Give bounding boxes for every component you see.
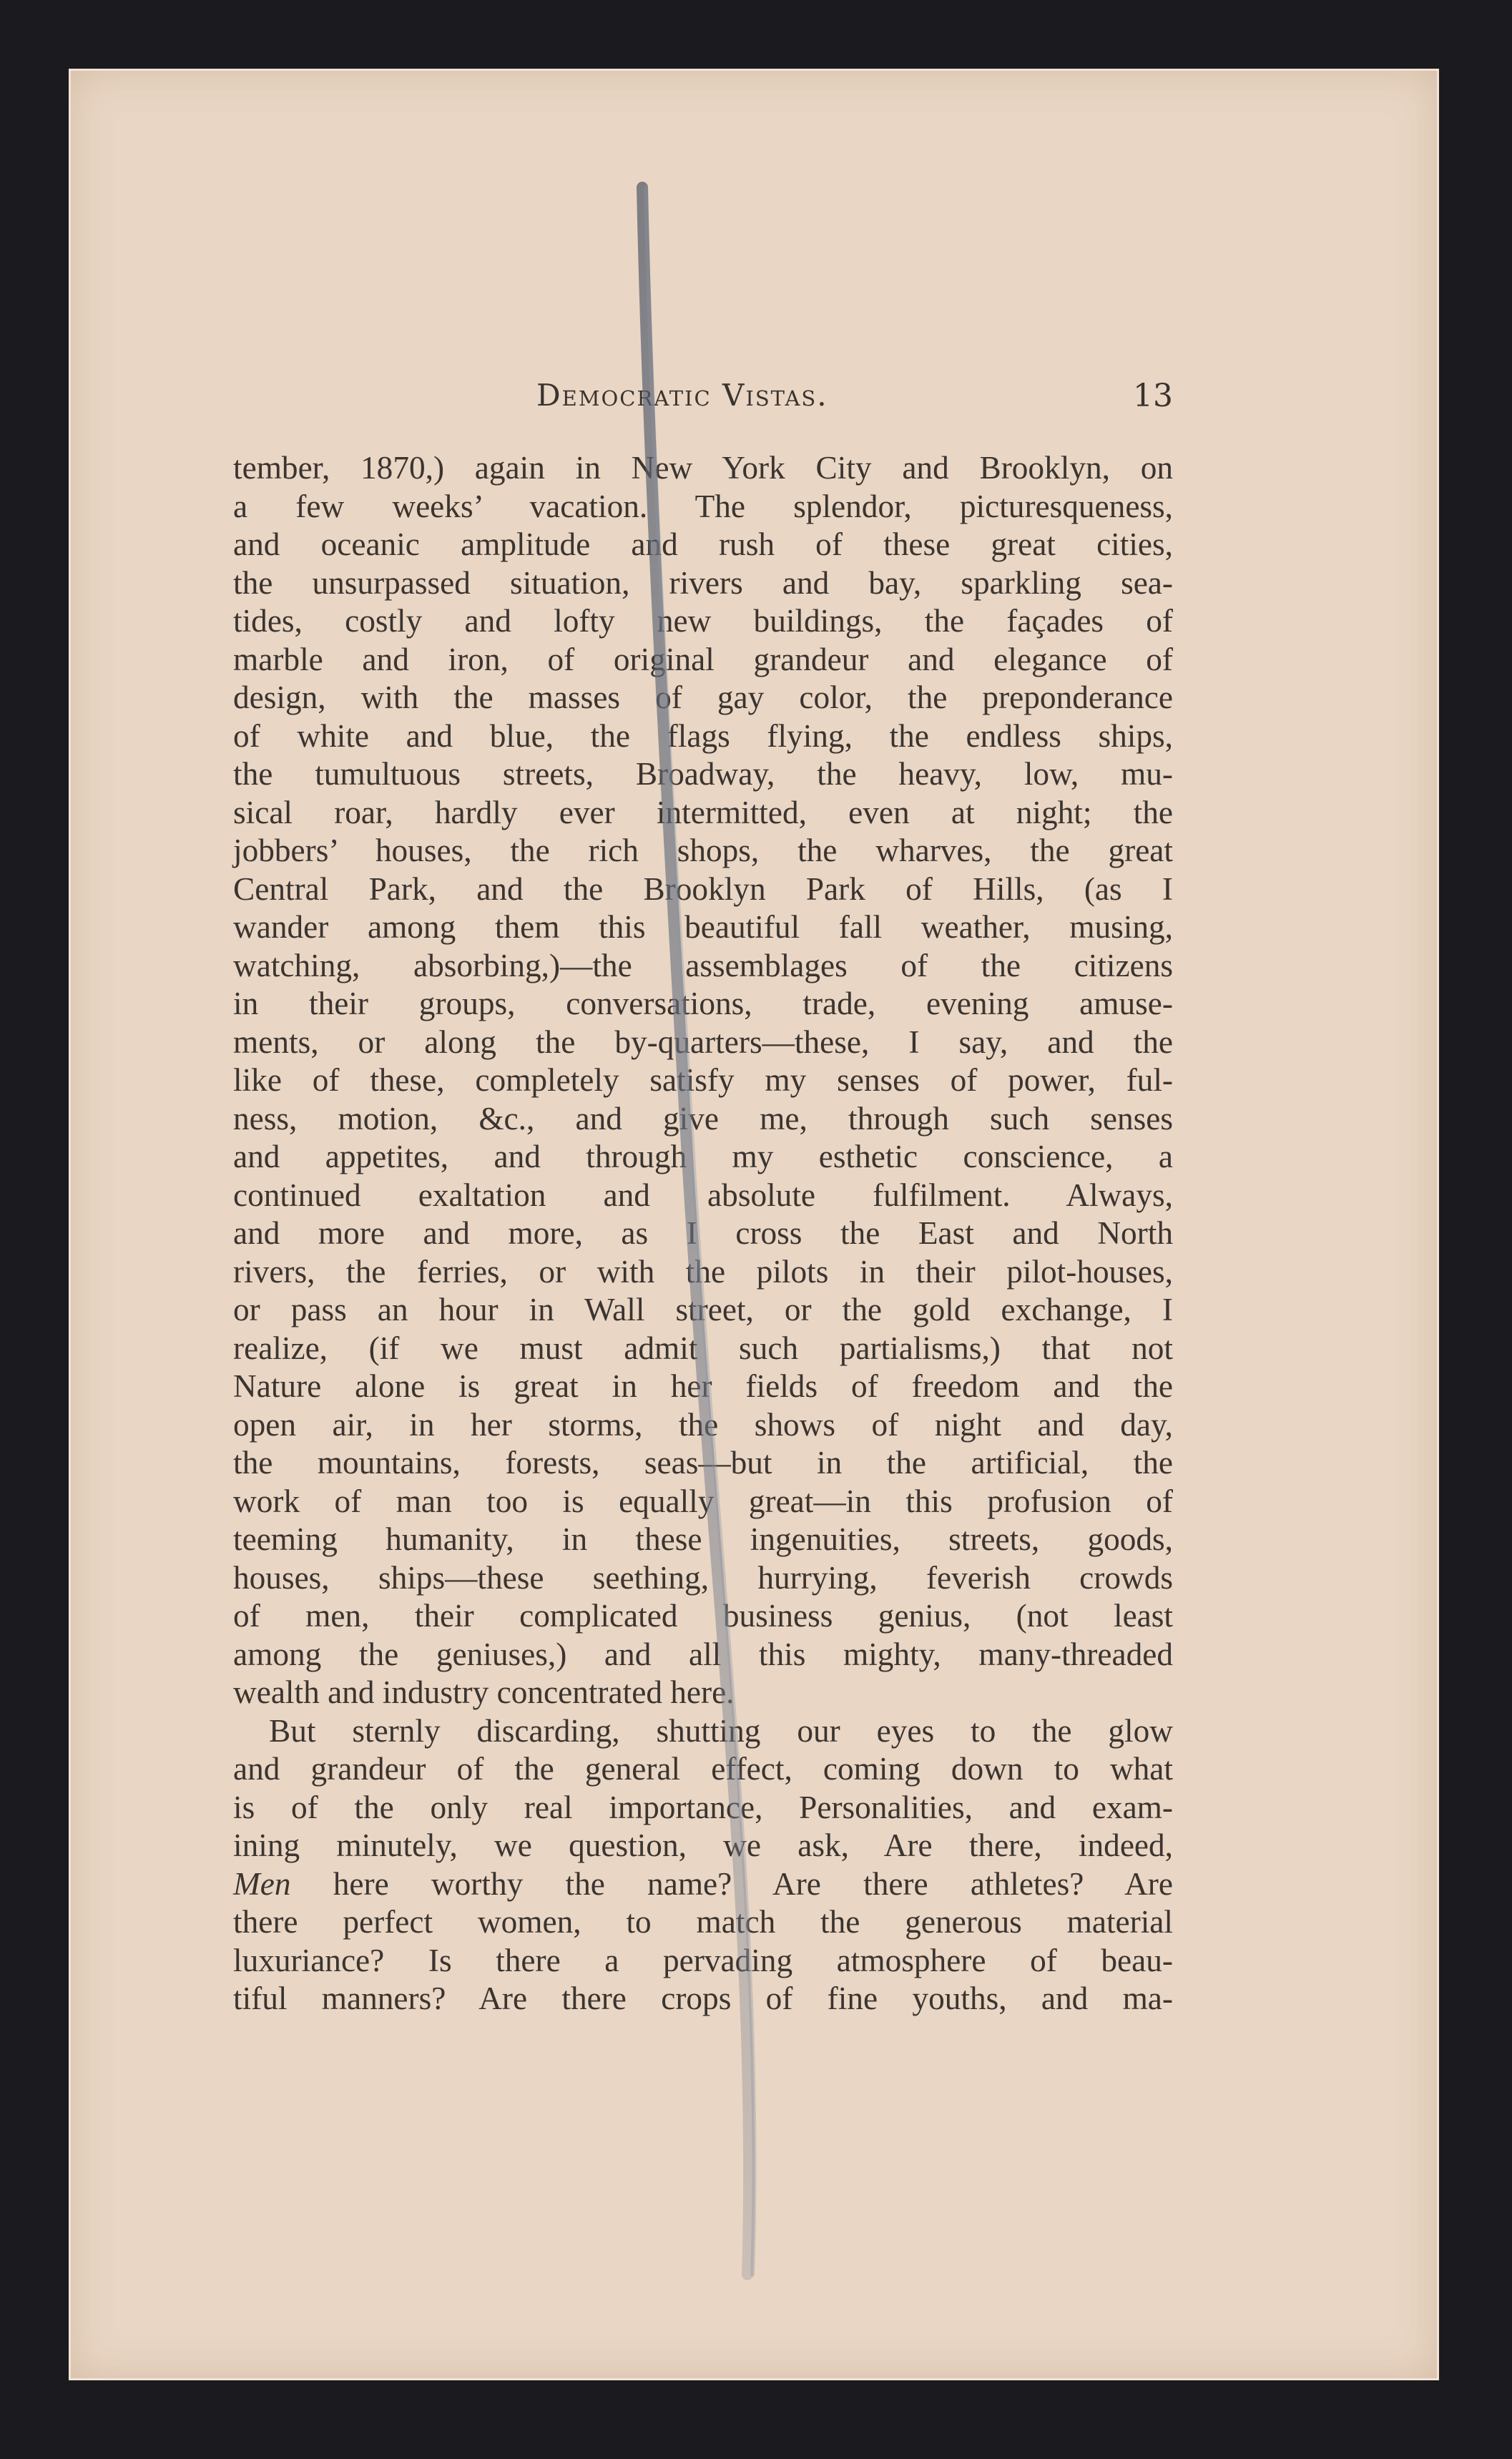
running-head	[236, 378, 1173, 428]
paragraph-1	[233, 449, 1173, 1712]
text-line: ness, motion, &c., and give me, through such senses	[233, 1100, 1173, 1137]
text-line: there perfect women, to match the generous material	[233, 1904, 1173, 1940]
text-line: tides, costly and lofty new buildings, the façades of	[233, 603, 1173, 639]
text-line: ments, or along the by-quarters—these, I say, and the	[233, 1024, 1173, 1060]
text-line: ining minutely, we question, we ask, Are there, indeed,	[233, 1827, 1173, 1863]
text-line: design, with the masses of gay color, the preponderance	[233, 679, 1173, 715]
text-line: is of the only real importance, Personalities, and exam-	[233, 1789, 1173, 1825]
text-line: like of these, completely satisfy my senses of power, ful-	[233, 1062, 1173, 1098]
text-line: jobbers’ houses, the rich shops, the wharves, the great	[233, 833, 1173, 868]
text-line: tiful manners? Are there crops of fine youths, and ma-	[233, 1981, 1173, 2016]
text-line: Nature alone is great in her fields of freedom and the	[233, 1368, 1173, 1404]
text-line: open air, in her storms, the shows of night and day,	[233, 1406, 1173, 1443]
running-title: Democratic Vistas.	[536, 378, 828, 413]
text-line: But sternly discarding, shutting our eyes to the glow	[269, 1712, 1173, 1749]
text-line: work of man too is equally great—in this profusion of	[233, 1483, 1173, 1519]
text-line: marble and iron, of original grandeur and elegance of	[233, 641, 1173, 677]
text-line: luxuriance? Is there a pervading atmosphere of beau-	[233, 1942, 1173, 1978]
text-line: and appetites, and through my esthetic conscience, a	[233, 1139, 1173, 1174]
text-line: among the geniuses,) and all this mighty, many-threaded	[233, 1636, 1173, 1672]
text-line: watching, absorbing,)—the assemblages of the citizens	[233, 947, 1173, 983]
text-line: teeming humanity, in these ingenuities, streets, goods,	[233, 1521, 1173, 1557]
text-line	[233, 1865, 1173, 1904]
text-line: or pass an hour in Wall street, or the gold exchange, I	[233, 1292, 1173, 1327]
text-line: rivers, the ferries, or with the pilots in their pilot-houses,	[233, 1253, 1173, 1290]
text-line: the unsurpassed situation, rivers and bay, sparkling sea-	[233, 564, 1173, 601]
text-line: Central Park, and the Brooklyn Park of Hills, (as I	[233, 870, 1173, 907]
text-line: wealth and industry concentrated here.	[233, 1674, 735, 1710]
text-line: the tumultuous streets, Broadway, the heavy, low, mu-	[233, 756, 1173, 792]
text-line: in their groups, conversations, trade, evening amuse-	[233, 986, 1173, 1021]
italic-word: Men	[233, 1865, 291, 1902]
text-line: wander among them this beautiful fall weather, musing,	[233, 909, 1173, 945]
body-text	[233, 449, 1173, 2018]
paragraph-2	[233, 1712, 1173, 2018]
text-line: of white and blue, the flags flying, the endless ships,	[233, 717, 1173, 754]
text-line: and grandeur of the general effect, coming down to what	[233, 1751, 1173, 1787]
text-line: and oceanic amplitude and rush of these great cities,	[233, 526, 1173, 562]
text-line: sical roar, hardly ever intermitted, even at night; the	[233, 794, 1173, 830]
page-number: 13	[1133, 378, 1173, 414]
text-line: tember, 1870,) again in New York City and Brooklyn, on	[233, 450, 1173, 486]
text-line: realize, (if we must admit such partialisms,) that not	[233, 1330, 1173, 1366]
text-line: of men, their complicated business genius, (not least	[233, 1598, 1173, 1634]
text-line: continued exaltation and absolute fulfilment. Always,	[233, 1177, 1173, 1213]
text-line: a few weeks’ vacation. The splendor, picturesqueness,	[233, 488, 1173, 524]
text-line: the mountains, forests, seas—but in the artificial, the	[233, 1445, 1173, 1481]
text-run: here worthy the name? Are there athletes? Are	[290, 1865, 1173, 1902]
text-line: and more and more, as I cross the East and North	[233, 1215, 1173, 1251]
text-line: houses, ships—these seething, hurrying, feverish crowds	[233, 1559, 1173, 1596]
